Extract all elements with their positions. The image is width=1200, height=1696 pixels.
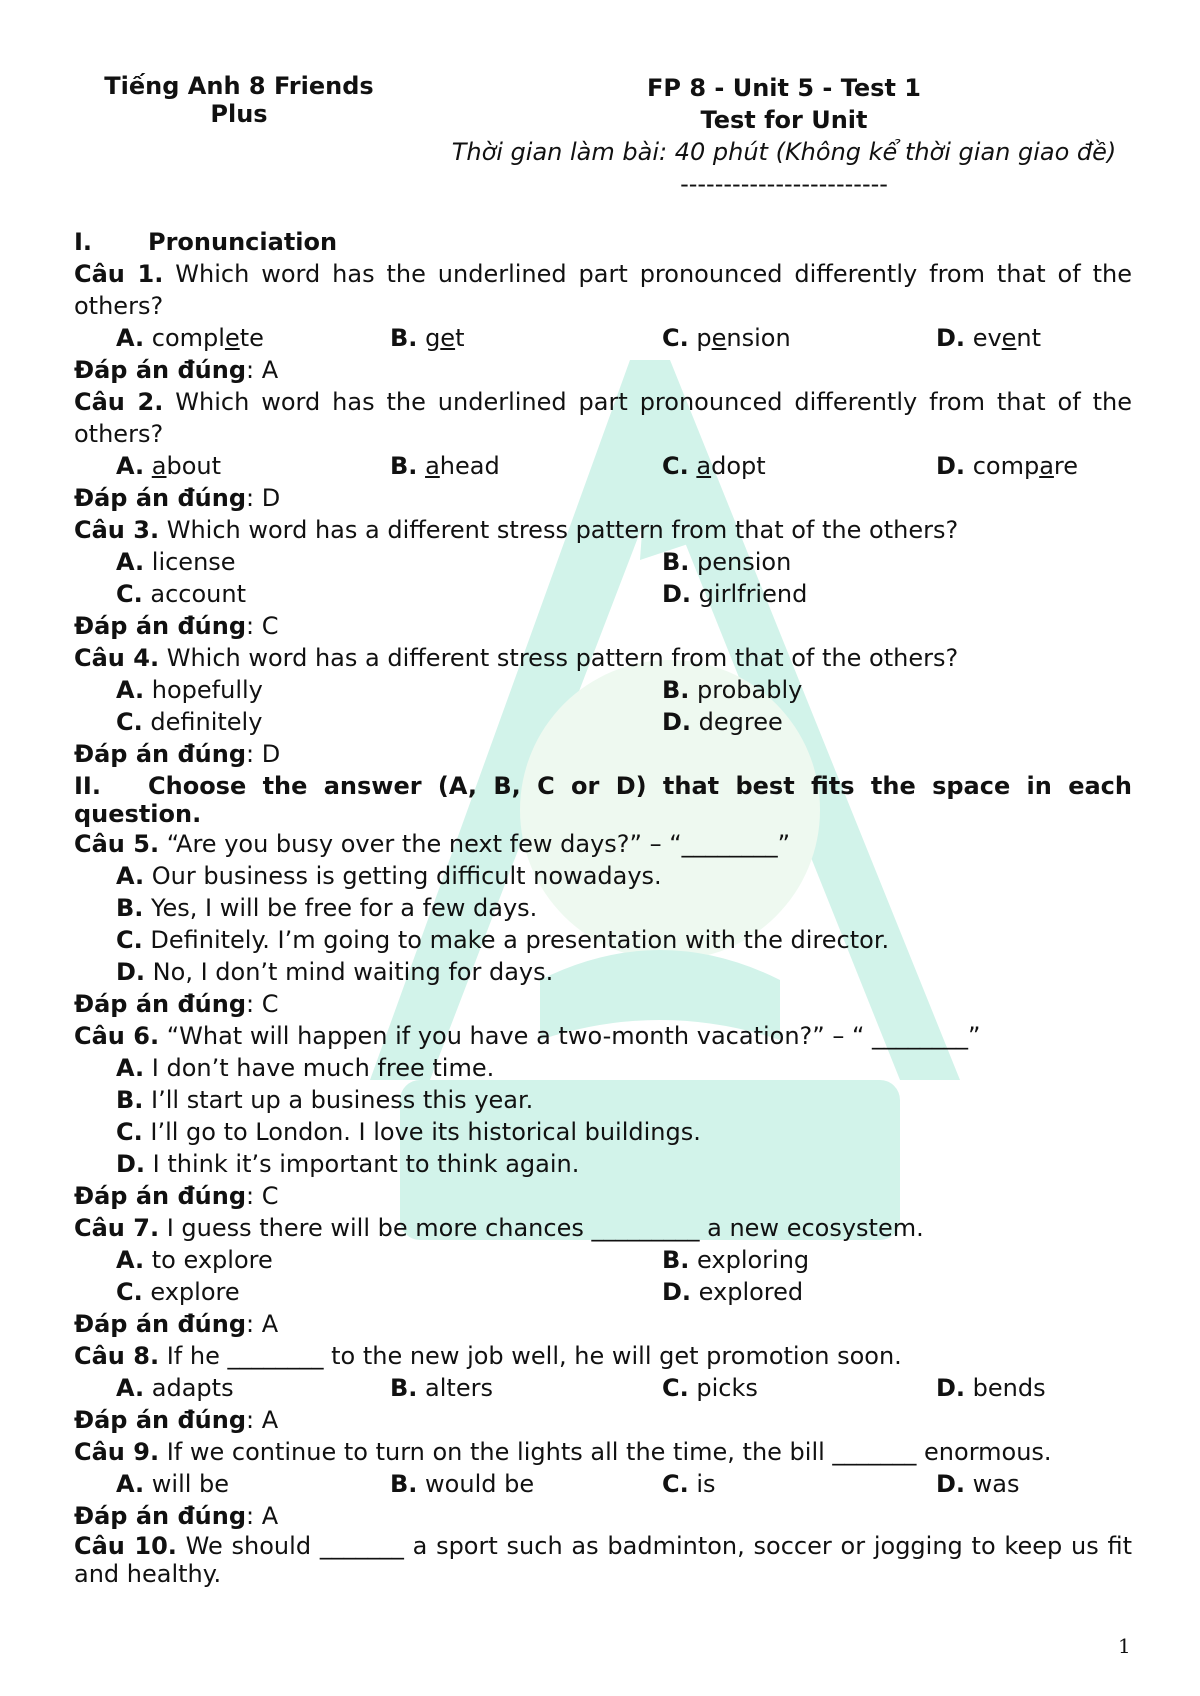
page-number: 1	[1118, 1634, 1131, 1658]
option-c: C. is	[662, 1470, 716, 1498]
option-c: C. adopt	[662, 452, 766, 480]
question-9: Câu 9. If we continue to turn on the lights all the time, the bill _______ enormous.	[74, 1438, 1052, 1466]
option-a: A. hopefully	[116, 676, 263, 704]
option-d: D. No, I don’t mind waiting for days.	[116, 958, 554, 986]
answer-5: Đáp án đúng: C	[74, 990, 279, 1018]
option-d: D. was	[936, 1470, 1020, 1498]
test-subtitle: Test for Unit	[700, 106, 868, 134]
question-1: Câu 1. Which word has the underlined part pronounced differently from that of the others?	[74, 260, 1132, 320]
section-pronunciation: I. Pronunciation	[74, 228, 338, 256]
option-b: B. exploring	[662, 1246, 810, 1274]
question-7-options-row1	[74, 1244, 1132, 1276]
question-3: Câu 3. Which word has a different stress pattern from that of the others?	[74, 516, 959, 544]
header-divider: ------------------------	[680, 170, 888, 198]
option-c: C. explore	[116, 1278, 240, 1306]
question-9-options	[74, 1468, 1132, 1500]
question-8-options	[74, 1372, 1132, 1404]
option-a: A. about	[116, 452, 222, 480]
option-a: A. I don’t have much free time.	[116, 1054, 495, 1082]
option-d: D. degree	[662, 708, 783, 736]
option-b: B. would be	[390, 1470, 535, 1498]
option-c: C. account	[116, 580, 246, 608]
option-d: D. compare	[936, 452, 1079, 480]
option-b: B. Yes, I will be free for a few days.	[116, 894, 538, 922]
question-4-options-row1	[74, 674, 1132, 706]
question-4-options-row2	[74, 706, 1132, 738]
answer-6: Đáp án đúng: C	[74, 1182, 279, 1210]
answer-8: Đáp án đúng: A	[74, 1406, 279, 1434]
answer-1: Đáp án đúng: A	[74, 356, 279, 384]
option-b: B. pension	[662, 548, 792, 576]
question-1-options	[74, 322, 1132, 354]
option-a: A. to explore	[116, 1246, 273, 1274]
course-title: Tiếng Anh 8 Friends Plus	[104, 72, 374, 128]
option-a: A. will be	[116, 1470, 230, 1498]
question-7-options-row2	[74, 1276, 1132, 1308]
option-b: B. I’ll start up a business this year.	[116, 1086, 534, 1114]
option-c: C. I’ll go to London. I love its historical buildings.	[116, 1118, 701, 1146]
time-limit: Thời gian làm bài: 40 phút (Không kể thời gian giao đề)	[451, 138, 1117, 166]
question-2-options	[74, 450, 1132, 482]
question-6: Câu 6. “What will happen if you have a two-month vacation?” – “ ________”	[74, 1022, 981, 1050]
option-a: A. adapts	[116, 1374, 234, 1402]
option-c: C. definitely	[116, 708, 263, 736]
question-8: Câu 8. If he ________ to the new job well, he will get promotion soon.	[74, 1342, 902, 1370]
question-5: Câu 5. “Are you busy over the next few days?” – “________”	[74, 830, 791, 858]
section-choose-answer: II. Choose the answer (A, B, C or D) that best fits the space in each question.	[74, 772, 1132, 828]
option-b: B. get	[390, 324, 465, 352]
answer-2: Đáp án đúng: D	[74, 484, 281, 512]
option-c: C. Definitely. I’m going to make a presentation with the director.	[116, 926, 890, 954]
option-d: D. explored	[662, 1278, 804, 1306]
answer-3: Đáp án đúng: C	[74, 612, 279, 640]
question-3-options-row1	[74, 546, 1132, 578]
option-a: A. complete	[116, 324, 264, 352]
option-b: B. ahead	[390, 452, 500, 480]
option-a: A. license	[116, 548, 236, 576]
document-header	[74, 72, 1132, 198]
test-info	[434, 72, 1134, 200]
answer-7: Đáp án đúng: A	[74, 1310, 279, 1338]
option-b: B. probably	[662, 676, 803, 704]
option-d: D. bends	[936, 1374, 1046, 1402]
question-3-options-row2	[74, 578, 1132, 610]
question-10: Câu 10. We should _______ a sport such as badminton, soccer or jogging to keep us fit and healthy.	[74, 1532, 1132, 1588]
question-2: Câu 2. Which word has the underlined part pronounced differently from that of the others?	[74, 388, 1132, 448]
answer-4: Đáp án đúng: D	[74, 740, 281, 768]
option-d: D. girlfriend	[662, 580, 808, 608]
document-content	[74, 72, 1132, 1588]
test-name: FP 8 - Unit 5 - Test 1	[647, 74, 921, 102]
option-c: C. pension	[662, 324, 791, 352]
option-b: B. alters	[390, 1374, 493, 1402]
option-d: D. I think it’s important to think again.	[116, 1150, 580, 1178]
option-c: C. picks	[662, 1374, 758, 1402]
option-a: A. Our business is getting difficult nowadays.	[116, 862, 662, 890]
answer-9: Đáp án đúng: A	[74, 1502, 279, 1530]
question-4: Câu 4. Which word has a different stress pattern from that of the others?	[74, 644, 959, 672]
question-7: Câu 7. I guess there will be more chances _________ a new ecosystem.	[74, 1214, 924, 1242]
option-d: D. event	[936, 324, 1042, 352]
